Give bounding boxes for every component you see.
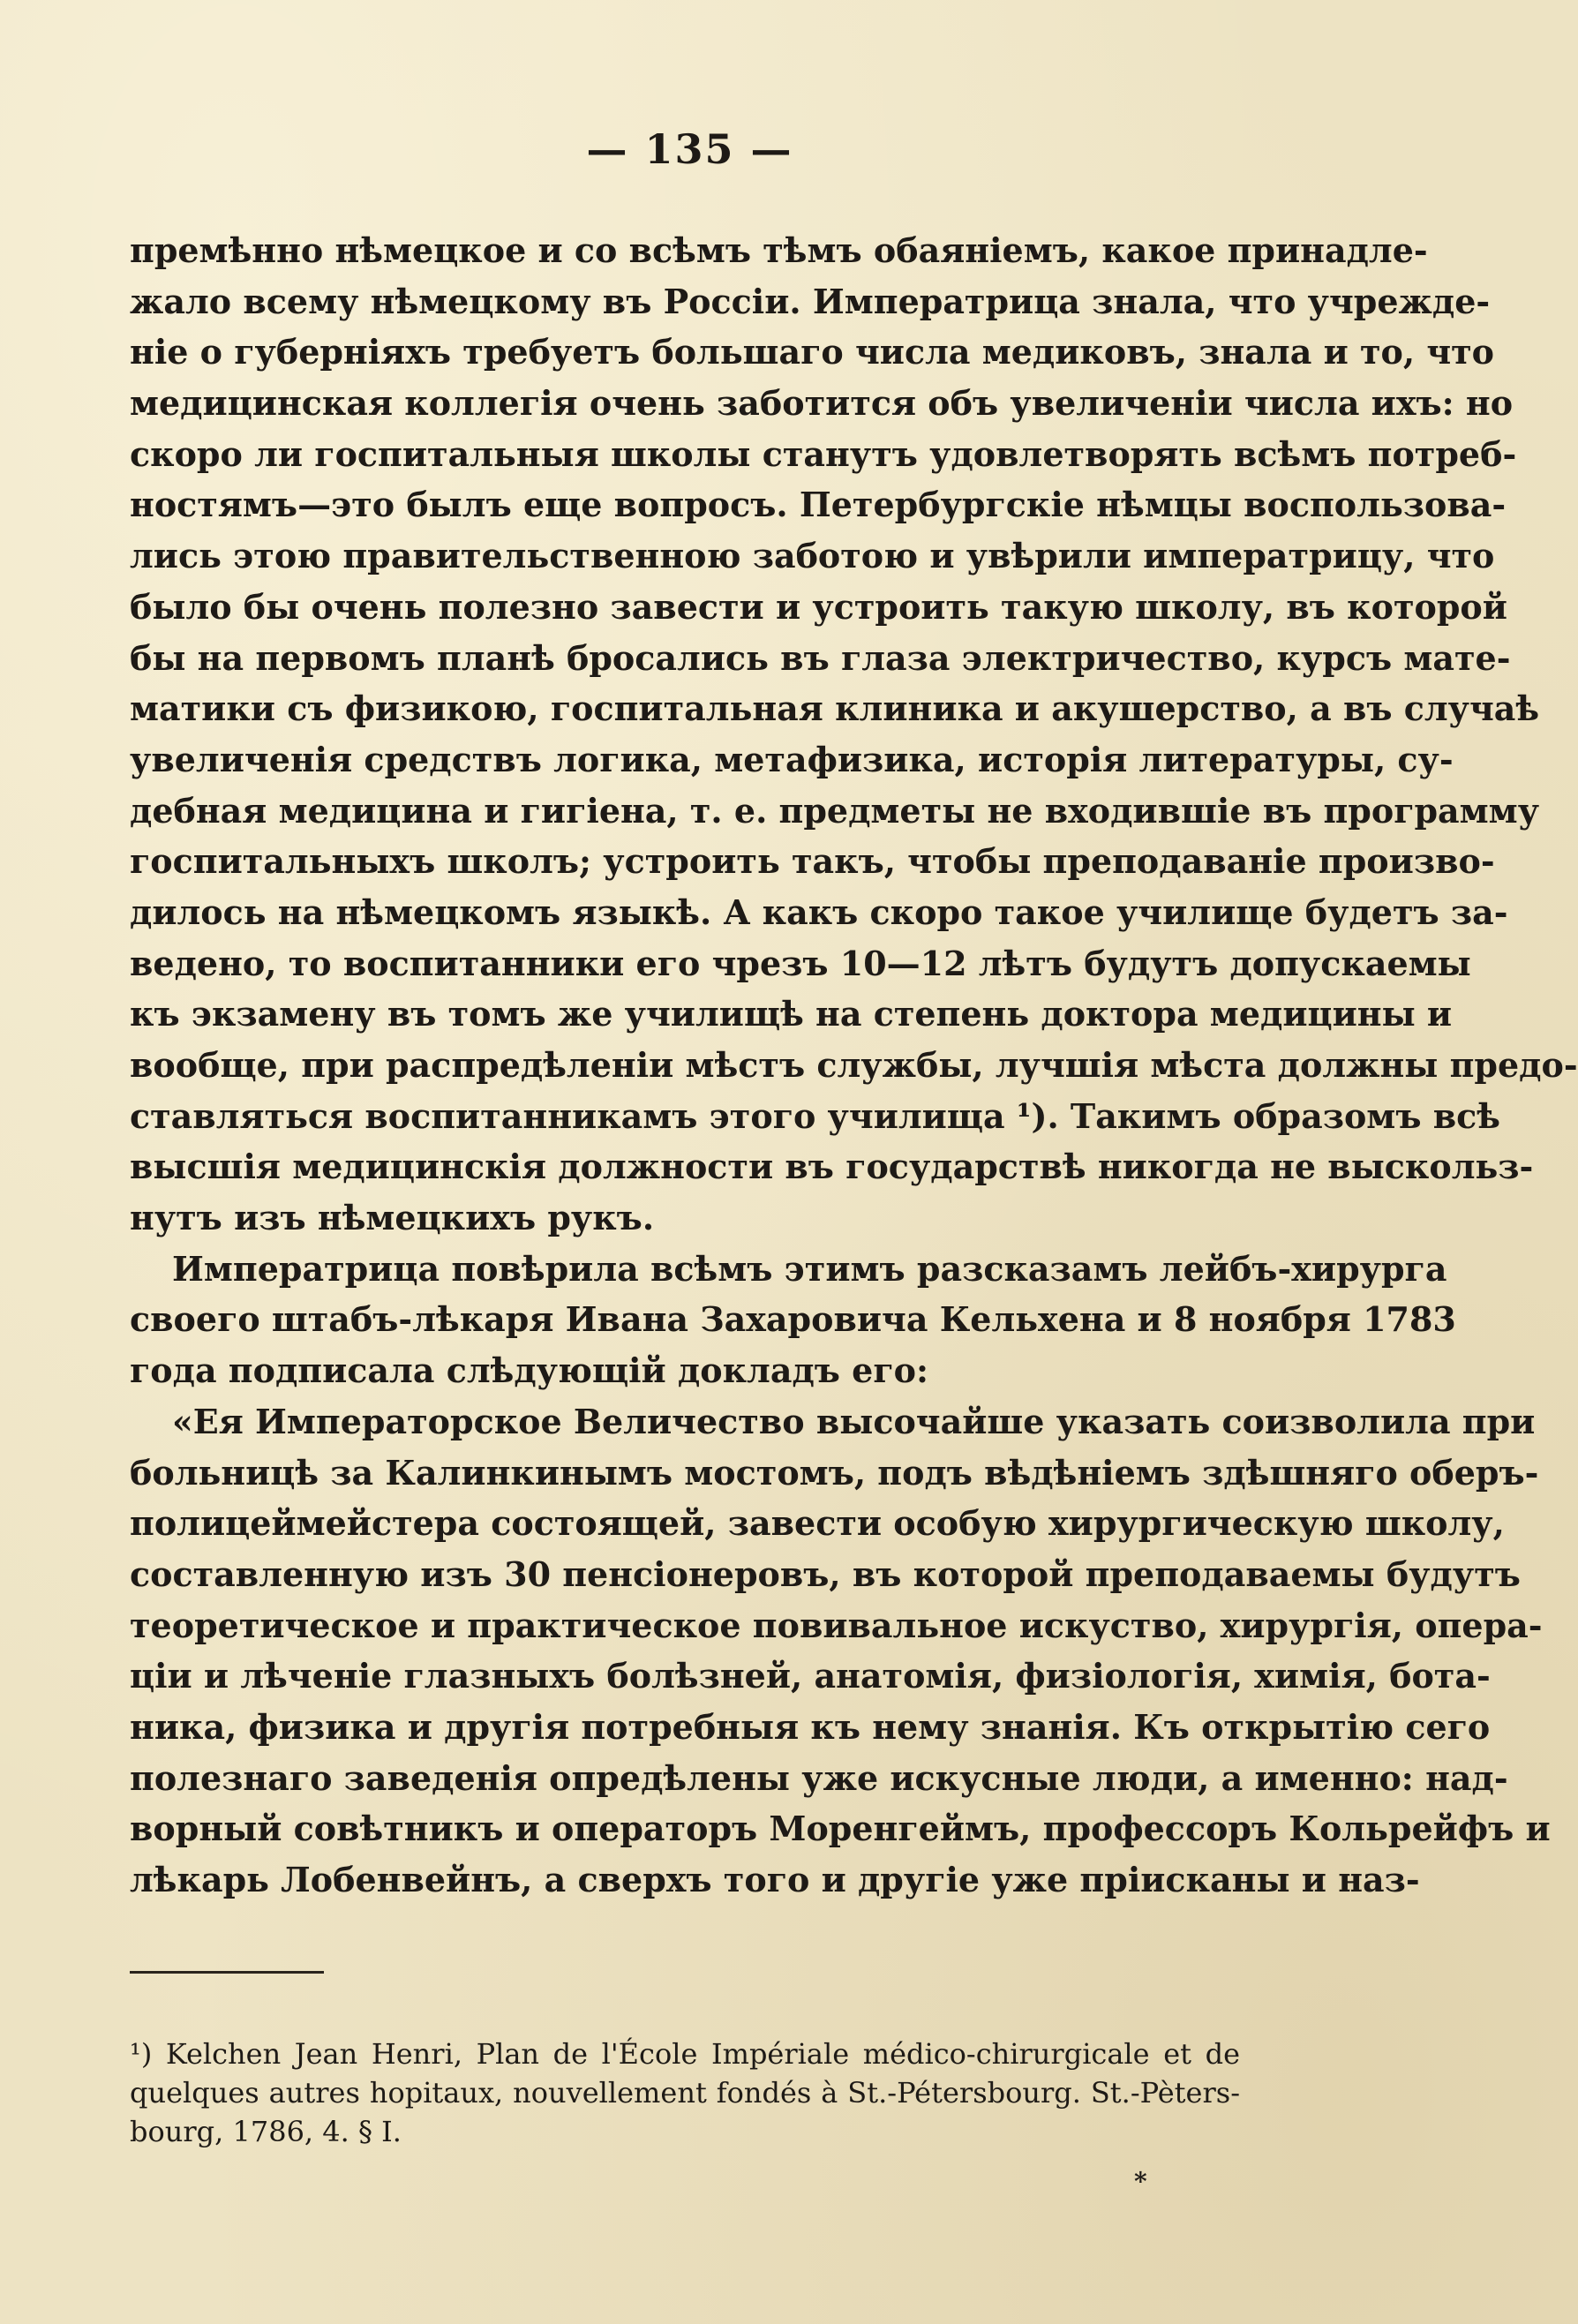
- body-line: лись этою правительственною заботою и увѣрили императрицу, что: [130, 536, 1495, 576]
- body-line: полезнаго заведенія опредѣлены уже искусные люди, а именно: над-: [130, 1757, 1508, 1798]
- body-line: лѣкарь Лобенвейнъ, а сверхъ того и другіе уже пріисканы и наз-: [130, 1860, 1420, 1899]
- footnote: [130, 2034, 1240, 2151]
- body-line: больницѣ за Калинкинымъ мостомъ, подъ вѣдѣніемъ здѣшняго оберъ-: [130, 1452, 1539, 1493]
- footnote-line: quelques autres hopitaux, nouvellement fondés à St.-Pétersbourg. St.-Pèters-: [130, 2076, 1240, 2110]
- body-line: премѣнно нѣмецкое и со всѣмъ тѣмъ обаяніемъ, какое принадле-: [130, 230, 1428, 270]
- body-line: ставляться воспитанникамъ этого училища ¹). Такимъ образомъ всѣ: [130, 1095, 1500, 1136]
- body-line: бы на первомъ планѣ бросались въ глаза электричество, курсъ мате-: [130, 637, 1511, 678]
- body-line: высшія медицинскія должности въ государствѣ никогда не выскольз-: [130, 1147, 1534, 1187]
- body-line: своего штабъ-лѣкаря Ивана Захаровича Кельхена и 8 ноября 1783: [130, 1299, 1456, 1340]
- body-line: увеличенія средствъ логика, метафизика, исторія литературы, су-: [130, 739, 1454, 779]
- body-line: полицеймейстера состоящей, завести особую хирургическую школу,: [130, 1503, 1505, 1544]
- body-line: года подписала слѣдующій докладъ его:: [130, 1350, 929, 1391]
- body-line: дилось на нѣмецкомъ языкѣ. А какъ скоро такое училище будетъ за-: [130, 891, 1508, 932]
- body-line: матики съ физикою, госпитальная клиника и акушерство, а въ случаѣ: [130, 688, 1540, 729]
- body-line: дебная медицина и гигіена, т. е. предметы не входившіе въ программу: [130, 790, 1540, 831]
- body-line: вообще, при распредѣленіи мѣстъ службы, лучшія мѣста должны предо-: [130, 1045, 1578, 1085]
- body-line: скоро ли госпитальныя школы станутъ удовлетворять всѣмъ потреб-: [130, 433, 1517, 474]
- body-line: составленную изъ 30 пенсіонеровъ, въ которой преподаваемы будутъ: [130, 1553, 1521, 1594]
- body-line: ника, физика и другія потребныя къ нему знанія. Къ открытію сего: [130, 1706, 1491, 1747]
- body-line: жало всему нѣмецкому въ Россіи. Императрица знала, что учрежде-: [130, 281, 1491, 321]
- body-line: «Ея Императорское Величество высочайше указать соизволила при: [172, 1401, 1536, 1441]
- body-line: нутъ изъ нѣмецкихъ рукъ.: [130, 1198, 655, 1238]
- body-line: медицинская коллегія очень заботится объ увеличеніи числа ихъ: но: [130, 383, 1514, 424]
- page-number: — 135 —: [586, 125, 793, 173]
- signature-mark: *: [1134, 2167, 1147, 2196]
- footnote-divider: [130, 1971, 324, 1974]
- body-line: ностямъ—это былъ еще вопросъ. Петербургскіе нѣмцы воспользова-: [130, 485, 1507, 525]
- body-line: Императрица повѣрила всѣмъ этимъ разсказамъ лейбъ-хирурга: [172, 1248, 1447, 1289]
- footnote-line: bourg, 1786, 4. § I.: [130, 2115, 402, 2148]
- body-line: ціи и лѣченіе глазныхъ болѣзней, анатомія, физіологія, химія, бота-: [130, 1656, 1491, 1696]
- body-line: ведено, то воспитанники его чрезъ 10—12 лѣтъ будутъ допускаемы: [130, 943, 1471, 983]
- body-line: ніе о губерніяхъ требуетъ большаго числа медиковъ, знала и то, что: [130, 332, 1495, 372]
- footnote-line: ¹) Kelchen Jean Henri, Plan de l'École Impériale médico-chirurgicale et de: [130, 2037, 1240, 2071]
- body-line: теоретическое и практическое повивальное искуство, хирургія, опера-: [130, 1605, 1543, 1645]
- body-text: [130, 225, 1578, 1906]
- body-line: госпитальныхъ школъ; устроить такъ, чтобы преподаваніе произво-: [130, 841, 1495, 882]
- body-line: къ экзамену въ томъ же училищѣ на степень доктора медицины и: [130, 994, 1453, 1034]
- body-line: было бы очень полезно завести и устроить такую школу, въ которой: [130, 586, 1507, 627]
- body-line: ворный совѣтникъ и операторъ Моренгеймъ, профессоръ Кольрейфъ и: [130, 1809, 1551, 1849]
